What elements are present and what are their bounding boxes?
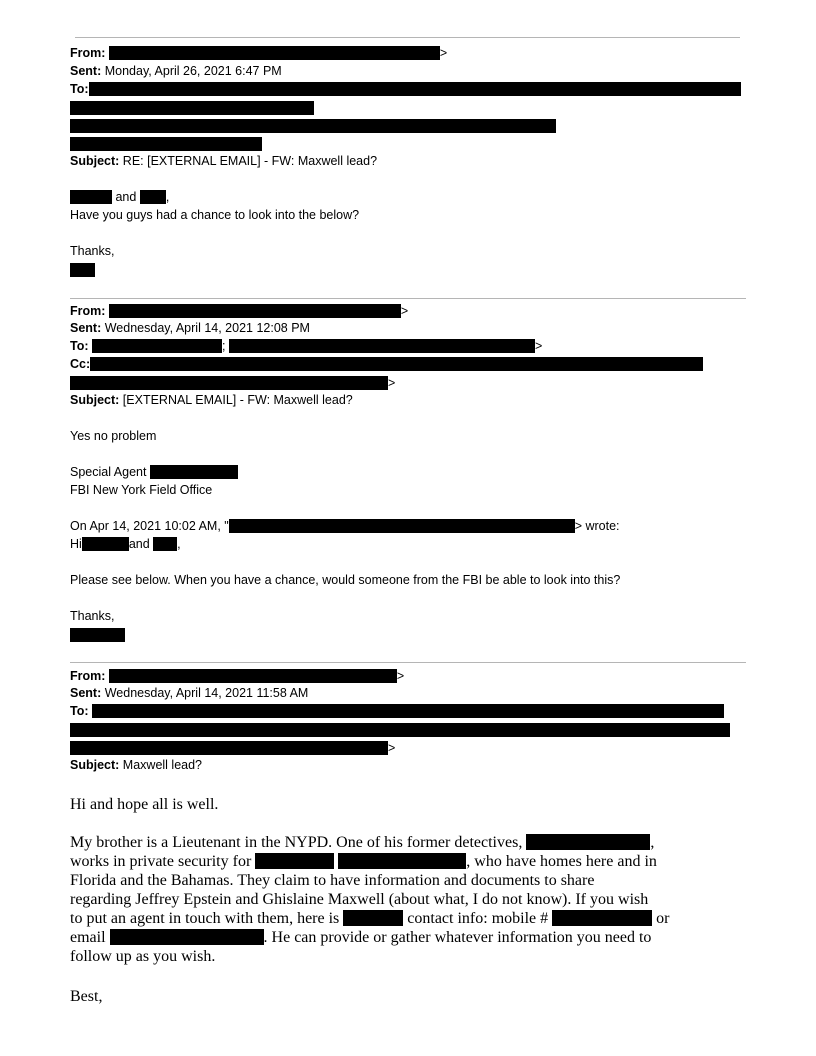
separator-rule xyxy=(70,662,746,663)
quote-header xyxy=(70,519,620,534)
top-rule xyxy=(75,37,740,38)
from-line xyxy=(70,46,447,61)
quote-greeting xyxy=(70,537,181,552)
cc-line xyxy=(70,357,703,372)
text-span: . He can provide or gather whatever information you need to xyxy=(263,929,652,946)
text-span: contact info: mobile # xyxy=(407,910,549,927)
body-text: Yes no problem xyxy=(70,429,157,443)
quote-body: Please see below. When you have a chance, would someone from the FBI be able to look into this? xyxy=(70,573,621,587)
redaction-block xyxy=(92,339,222,353)
to-label: To: xyxy=(70,704,89,718)
quote-suffix: > wrote: xyxy=(574,519,620,533)
subject-value: RE: [EXTERNAL EMAIL] - FW: Maxwell lead? xyxy=(122,154,378,168)
body-text: Have you guys had a chance to look into the below? xyxy=(70,208,360,222)
from-line xyxy=(70,669,404,684)
sent-label: Sent: xyxy=(70,64,102,78)
to-line xyxy=(70,339,542,354)
from-line xyxy=(70,304,408,319)
subject-label: Subject: xyxy=(70,393,120,407)
sent-label: Sent: xyxy=(70,321,102,335)
cc-tail: > xyxy=(388,376,396,390)
redaction-block xyxy=(140,190,166,204)
to-line xyxy=(70,82,741,97)
signature-title: Special Agent xyxy=(70,465,147,479)
subject-label: Subject: xyxy=(70,154,120,168)
sent-line xyxy=(70,321,310,336)
cc-label: Cc: xyxy=(70,357,91,371)
paragraph-line xyxy=(70,852,750,871)
redaction-block xyxy=(153,537,177,551)
subject-label: Subject: xyxy=(70,758,120,772)
redaction-block xyxy=(70,741,388,755)
separator-rule xyxy=(70,298,746,299)
subject-value: Maxwell lead? xyxy=(122,758,203,772)
to-line xyxy=(70,704,724,719)
redaction-block xyxy=(70,628,125,642)
thanks-text: Thanks, xyxy=(70,244,115,258)
sent-value: Wednesday, April 14, 2021 12:08 PM xyxy=(104,321,310,335)
redaction-block xyxy=(343,910,403,926)
redaction-block xyxy=(70,263,95,277)
quote-prefix: On Apr 14, 2021 10:02 AM, " xyxy=(70,519,229,533)
redaction-block xyxy=(229,339,535,353)
redaction-block xyxy=(70,376,388,390)
paragraph-line: Florida and the Bahamas. They claim to have information and documents to share xyxy=(70,872,595,889)
redaction-block xyxy=(110,929,264,945)
redaction-block xyxy=(552,910,652,926)
body-paragraph xyxy=(70,833,750,966)
hi-tail: , xyxy=(177,537,181,551)
greeting-line xyxy=(70,190,169,205)
text-span: to put an agent in touch with them, here is xyxy=(70,910,340,927)
to-tail: > xyxy=(388,741,396,755)
redaction-block xyxy=(526,834,650,850)
subject-value: [EXTERNAL EMAIL] - FW: Maxwell lead? xyxy=(122,393,353,407)
sent-value: Monday, April 26, 2021 6:47 PM xyxy=(104,64,282,78)
to-label: To: xyxy=(70,339,89,353)
redaction-block xyxy=(109,669,397,683)
greeting-tail: , xyxy=(165,190,170,204)
redaction-block xyxy=(70,190,112,204)
redaction-block xyxy=(70,723,730,737)
redaction-block xyxy=(109,46,440,60)
sent-line xyxy=(70,64,282,79)
signature-title-line xyxy=(70,465,238,480)
text-span: , who have homes here and in xyxy=(466,853,657,870)
redaction-block xyxy=(338,853,466,869)
from-tail: > xyxy=(439,46,448,60)
text-span: , xyxy=(650,834,655,851)
text-span: or xyxy=(656,910,670,927)
redaction-block xyxy=(150,465,238,479)
subject-line xyxy=(70,154,377,169)
signature-office: FBI New York Field Office xyxy=(70,483,213,497)
sent-value: Wednesday, April 14, 2021 11:58 AM xyxy=(104,686,309,700)
redaction-block xyxy=(70,137,262,151)
subject-line xyxy=(70,758,202,773)
redaction-block xyxy=(82,537,129,551)
paragraph-line: follow up as you wish. xyxy=(70,948,216,965)
body-greeting: Hi and hope all is well. xyxy=(70,796,219,813)
redaction-block xyxy=(70,119,556,133)
sent-label: Sent: xyxy=(70,686,102,700)
redaction-block xyxy=(70,101,314,115)
closing-text: Best, xyxy=(70,988,103,1005)
paragraph-line xyxy=(70,833,750,852)
text-span: works in private security for xyxy=(70,853,252,870)
redaction-block xyxy=(109,304,401,318)
subject-line xyxy=(70,393,353,408)
redaction-block xyxy=(89,82,741,96)
paragraph-line: regarding Jeffrey Epstein and Ghislaine Maxwell (about what, I do not know). If you wish xyxy=(70,891,649,908)
hi-text: Hi xyxy=(70,537,82,551)
paragraph-line xyxy=(70,909,750,928)
redaction-block xyxy=(90,357,703,371)
from-tail: > xyxy=(396,669,405,683)
text-span: My brother is a Lieutenant in the NYPD. One of his former detectives, xyxy=(70,834,523,851)
cc-line-continued xyxy=(70,376,395,391)
to-line-continued xyxy=(70,741,395,756)
from-label: From: xyxy=(70,304,106,318)
paragraph-line xyxy=(70,928,750,947)
text-span: email xyxy=(70,929,106,946)
sent-line xyxy=(70,686,308,701)
hi-and: and xyxy=(128,537,150,551)
to-separator: ; xyxy=(222,339,226,353)
from-label: From: xyxy=(70,669,106,683)
from-tail: > xyxy=(400,304,409,318)
to-label: To: xyxy=(70,82,89,96)
redaction-block xyxy=(255,853,334,869)
thanks-text: Thanks, xyxy=(70,609,115,623)
greeting-and: and xyxy=(115,190,137,204)
redaction-block xyxy=(229,519,575,533)
redaction-block xyxy=(92,704,724,718)
from-label: From: xyxy=(70,46,106,60)
to-tail: > xyxy=(534,339,543,353)
